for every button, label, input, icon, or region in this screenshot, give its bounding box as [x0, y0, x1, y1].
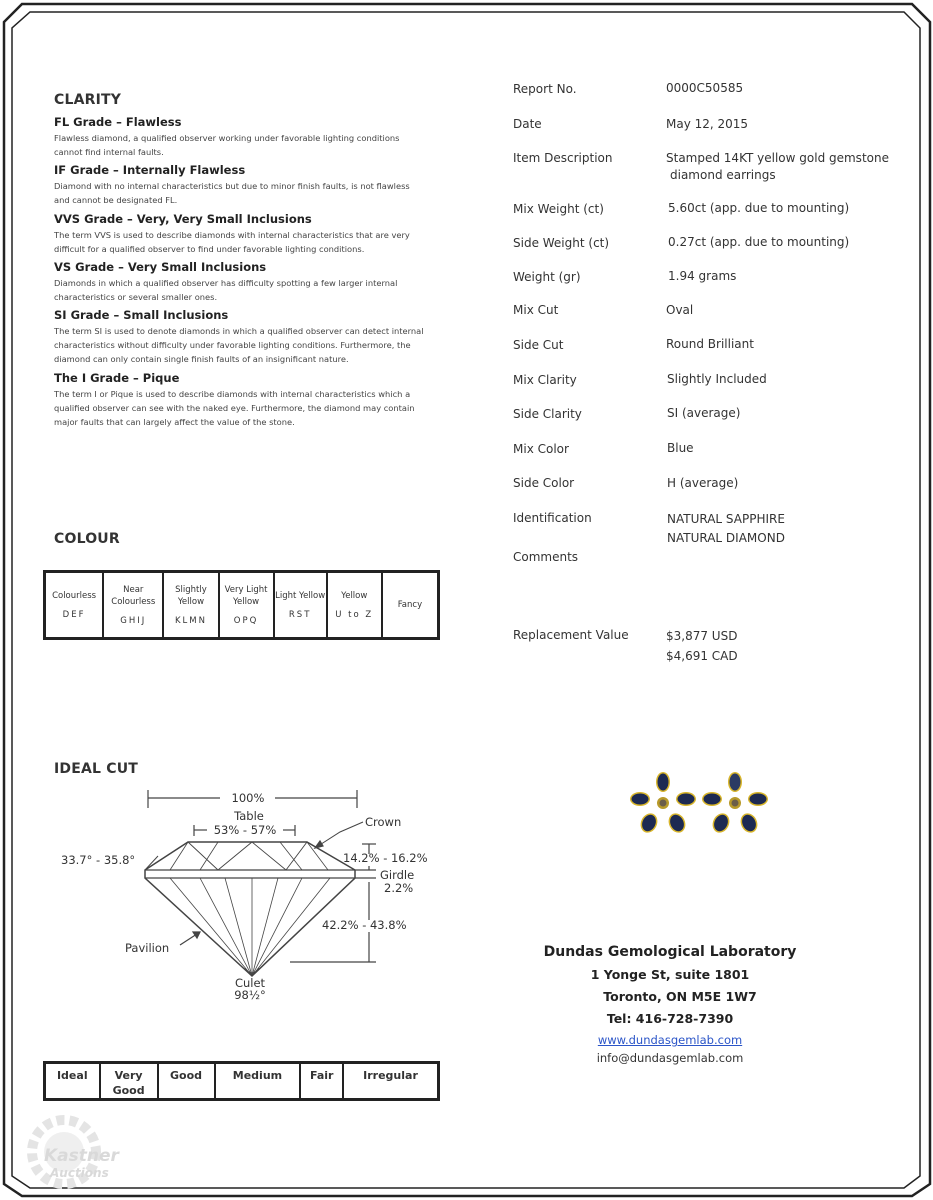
report-no-value: 0000C50585 — [666, 81, 744, 95]
crown-label: Crown — [365, 815, 402, 829]
side-cut-value: Round Brilliant — [666, 337, 754, 351]
lab-address-2: Toronto, ON M5E 1W7 — [603, 989, 757, 1004]
date-value: May 12, 2015 — [666, 117, 749, 131]
side-cut-label: Side Cut — [513, 338, 564, 352]
ideal-cut-heading: IDEAL CUT — [54, 761, 139, 777]
cut-grade-cell: Medium — [215, 1063, 301, 1099]
colour-cell — [382, 572, 438, 638]
side-clarity-value: SI (average) — [667, 406, 741, 420]
colour-name: Fancy — [397, 600, 423, 610]
desc-line: cannot find internal faults. — [54, 147, 164, 157]
grade-title: The I Grade – Pique — [54, 371, 180, 385]
earrings-photo — [625, 765, 775, 845]
grade-desc — [54, 276, 434, 304]
grade-title: VS Grade – Very Small Inclusions — [54, 260, 267, 274]
cut-grade-cell: Ideal — [45, 1063, 100, 1099]
grade-title: FL Grade – Flawless — [54, 115, 182, 129]
lab-name: Dundas Gemological Laboratory — [543, 944, 797, 960]
pavilion-label: Pavilion — [125, 941, 170, 955]
lab-address-1: 1 Yonge St, suite 1801 — [590, 967, 750, 982]
grade-vs — [54, 260, 434, 308]
lab-website-wrap — [540, 1033, 800, 1047]
grade-title: SI Grade – Small Inclusions — [54, 308, 229, 322]
item-description-label: Item Description — [513, 151, 613, 165]
grade-i — [54, 371, 434, 429]
grade-desc — [54, 228, 434, 256]
replacement-cad: $4,691 CAD — [666, 649, 738, 663]
mix-clarity-label: Mix Clarity — [513, 373, 577, 387]
mix-clarity-value: Slightly Included — [667, 372, 767, 386]
desc-line: Diamonds in which a qualified observer has difficulty spotting a few larger internal — [54, 278, 398, 288]
culet-label: Culet — [234, 976, 266, 990]
side-color-value: H (average) — [667, 476, 739, 490]
colour-name: Slightly Yellow — [175, 585, 207, 607]
weight-label: Weight (gr) — [513, 270, 581, 284]
desc-line: The term VVS is used to describe diamonds with internal characteristics that are very — [54, 230, 410, 240]
colour-letters: GHIJ — [120, 616, 147, 626]
cut-grade-cell: Fair — [300, 1063, 343, 1099]
colour-heading: COLOUR — [54, 531, 120, 547]
earring-left — [630, 772, 696, 835]
colour-cell — [327, 572, 382, 638]
grade-si — [54, 308, 434, 371]
identification-line: NATURAL DIAMOND — [667, 531, 785, 545]
desc-line: The term I or Pique is used to describe diamonds with internal characteristics which a — [54, 389, 411, 399]
colour-letters: RST — [288, 610, 312, 620]
colour-name: Yellow — [341, 591, 368, 601]
replacement-value-label: Replacement Value — [513, 628, 629, 642]
colour-name: Colourless — [52, 591, 97, 601]
cut-grade-cell: Irregular — [343, 1063, 438, 1099]
desc-line: and cannot be designated FL. — [54, 195, 178, 205]
grade-desc — [54, 131, 434, 159]
colour-cell — [45, 572, 103, 638]
grade-title: IF Grade – Internally Flawless — [54, 163, 246, 177]
side-color-label: Side Color — [513, 476, 575, 490]
replacement-usd: $3,877 USD — [666, 629, 738, 643]
desc-line: diamond can only contain single finish faults of an insignificant nature. — [54, 354, 349, 364]
grade-vvs — [54, 212, 434, 260]
mix-cut-label: Mix Cut — [513, 303, 559, 317]
table-label: Table — [234, 809, 264, 823]
comments-label: Comments — [513, 550, 579, 564]
colour-cell — [163, 572, 218, 638]
colour-letters: U to Z — [335, 610, 374, 620]
identification-label: Identification — [513, 511, 592, 525]
colour-letters: OPQ — [233, 616, 259, 626]
total-width-label: 100% — [231, 791, 265, 805]
mix-color-label: Mix Color — [513, 442, 569, 456]
grade-title: VVS Grade – Very, Very Small Inclusions — [54, 212, 312, 226]
desc-line: characteristics without difficulty under favorable lighting conditions. Furthermore, the — [54, 340, 411, 350]
mix-cut-value: Oval — [666, 303, 694, 317]
colour-letters: DEF — [62, 610, 86, 620]
grade-desc — [54, 324, 434, 366]
girdle-label: Girdle — [380, 868, 415, 882]
desc-line: The term SI is used to denote diamonds in which a qualified observer can detect internal — [54, 326, 424, 336]
cut-grade-table — [43, 1061, 440, 1101]
side-weight-label: Side Weight (ct) — [513, 236, 610, 250]
colour-name: Light Yellow — [275, 591, 326, 601]
desc-line: Flawless diamond, a qualified observer working under favorable lighting conditions — [54, 133, 400, 143]
diamond-diagram — [50, 780, 450, 1010]
clarity-heading: CLARITY — [54, 92, 122, 108]
desc-line: major faults that can largely affect the value of the stone. — [54, 417, 295, 427]
date-label: Date — [513, 117, 542, 131]
replacement-value — [666, 626, 738, 666]
lab-website-link[interactable]: www.dundasgemlab.com — [597, 1033, 743, 1047]
desc-line: characteristics or several smaller ones. — [54, 292, 218, 302]
colour-name: Near Colourless — [111, 585, 156, 607]
side-clarity-label: Side Clarity — [513, 407, 582, 421]
side-weight-value: 0.27ct (app. due to mounting) — [668, 235, 850, 249]
item-description-value — [666, 150, 889, 184]
grade-if — [54, 163, 434, 212]
clarity-grades — [54, 115, 434, 429]
kastner-watermark — [14, 1110, 134, 1192]
identification-value — [667, 510, 785, 548]
desc-line: difficult for a qualified observer to find under favorable lighting conditions. — [54, 244, 365, 254]
colour-name: Very Light Yellow — [224, 585, 268, 607]
mix-weight-label: Mix Weight (ct) — [513, 202, 604, 216]
desc-line: qualified observer can see with the naked eye. Furthermore, the diamond may contain — [54, 403, 415, 413]
crown-angle-label: 33.7° - 35.8° — [61, 853, 136, 867]
crown-height-label: 14.2% - 16.2% — [343, 851, 428, 865]
colour-cell — [219, 572, 274, 638]
mix-color-value: Blue — [667, 441, 694, 455]
watermark-line-1: Kastner — [44, 1146, 119, 1166]
colour-letters: KLMN — [174, 616, 207, 626]
culet-value-label: 98½° — [234, 988, 266, 1002]
item-description-line: Stamped 14KT yellow gold gemstone — [666, 151, 889, 165]
lab-email: info@dundasgemlab.com — [596, 1051, 744, 1065]
desc-line: Diamond with no internal characteristics but due to minor finish faults, is not flawless — [54, 181, 410, 191]
table-range-label: 53% - 57% — [213, 823, 277, 837]
lab-phone: Tel: 416-728-7390 — [606, 1011, 734, 1026]
girdle-pct-label: 2.2% — [384, 881, 414, 895]
mix-weight-value: 5.60ct (app. due to mounting) — [668, 201, 850, 215]
pavilion-depth-label: 42.2% - 43.8% — [322, 918, 407, 932]
grade-desc — [54, 387, 434, 429]
grade-desc — [54, 179, 434, 207]
grade-fl — [54, 115, 434, 163]
cut-grade-cell: Very Good — [100, 1063, 158, 1099]
weight-value: 1.94 grams — [668, 269, 737, 283]
identification-line: NATURAL SAPPHIRE — [667, 512, 785, 526]
watermark-line-2: Auctions — [50, 1166, 109, 1180]
colour-cell — [103, 572, 163, 638]
cut-grade-cell: Good — [158, 1063, 215, 1099]
report-no-label: Report No. — [513, 82, 577, 96]
item-description-line: diamond earrings — [670, 168, 776, 182]
earring-right — [702, 772, 768, 835]
colour-cell — [274, 572, 327, 638]
colour-scale-table — [43, 570, 440, 640]
